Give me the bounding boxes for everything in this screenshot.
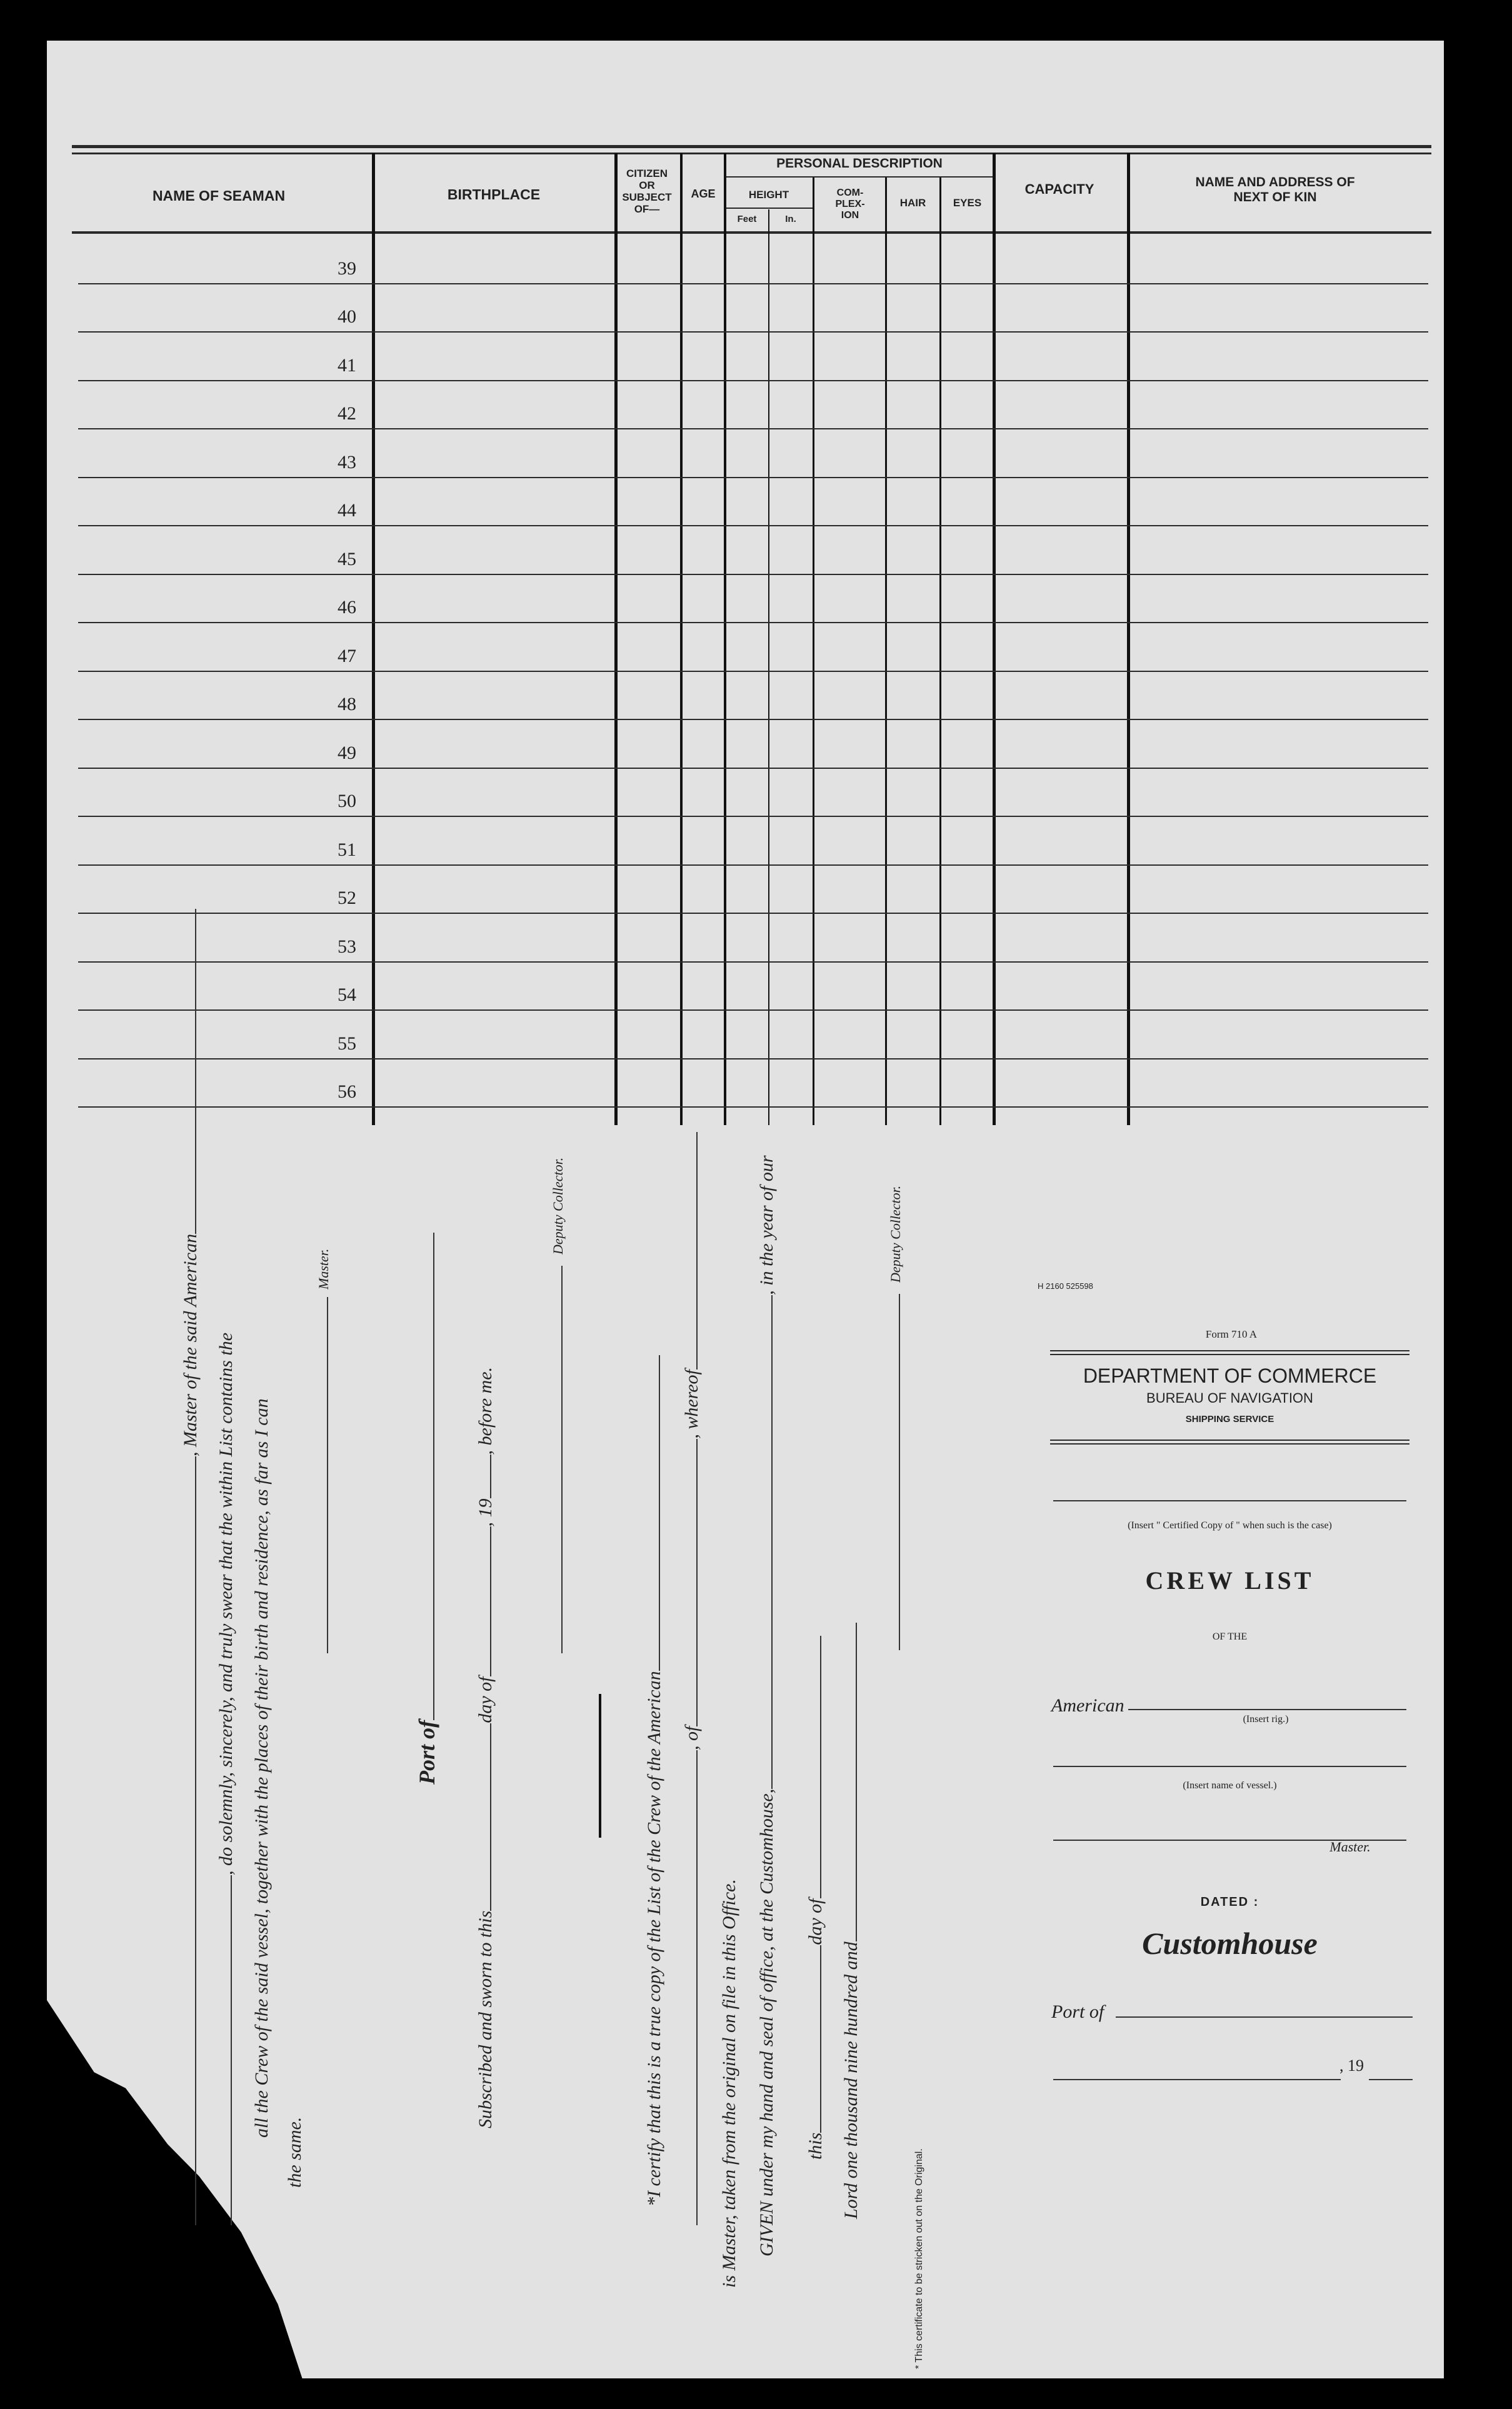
- vessel-name-field[interactable]: [1053, 1766, 1406, 1767]
- row-number: 56: [338, 1081, 356, 1102]
- row-number: 54: [338, 984, 356, 1005]
- cert-vessel-blank[interactable]: [659, 1355, 660, 1671]
- insert-vessel: (Insert name of vessel.): [1183, 1780, 1277, 1791]
- subscribed-text-c: , 19: [475, 1498, 496, 1527]
- oath-same-text: the same.: [284, 2116, 305, 2188]
- row-number: 43: [338, 451, 356, 473]
- cover-rule-2: [1050, 1354, 1409, 1355]
- cert-line-2: [681, 1132, 703, 2225]
- oath-deputy: [550, 1158, 566, 1653]
- cert-this-text: this: [805, 2132, 826, 2160]
- subscribed-text-a: Subscribed and sworn to this: [475, 1910, 496, 2128]
- cover-port-blank[interactable]: [1116, 2000, 1413, 2018]
- cert-port-blank[interactable]: [696, 1439, 698, 1726]
- oath-swear-text: , do solemnly, sincerely, and truly swear that the within List contains the: [216, 1332, 236, 1875]
- cert-line-3: [719, 1879, 740, 2288]
- table-row: [78, 574, 1428, 575]
- department: DEPARTMENT OF COMMERCE: [1083, 1365, 1377, 1387]
- subscribed-month-blank[interactable]: [490, 1526, 491, 1676]
- header-hair: HAIR: [899, 197, 926, 209]
- deputy-2-text: Deputy Collector.: [888, 1185, 903, 1283]
- header-feet: Feet: [737, 214, 757, 224]
- master-name-blank[interactable]: [195, 1456, 196, 2225]
- header-next-of-kin: [1131, 175, 1419, 205]
- service: SHIPPING SERVICE: [1185, 1414, 1274, 1425]
- subscribed-year-blank[interactable]: [490, 1455, 491, 1498]
- header-name-of-seaman: NAME OF SEAMAN: [152, 188, 286, 204]
- american-label: American: [1051, 1695, 1124, 1716]
- oath-line-1: [180, 909, 201, 2225]
- table-row: [78, 380, 1428, 381]
- cert-of-text: , of: [681, 1726, 702, 1750]
- row-number: 46: [338, 597, 356, 618]
- crew-list-title: CREW LIST: [1145, 1566, 1314, 1595]
- oath-port-of: [414, 1233, 440, 1785]
- table-row: [78, 1058, 1428, 1059]
- header-citizen-3: SUBJECT: [622, 191, 672, 203]
- table-row: [78, 1106, 1428, 1108]
- cover-year-blank[interactable]: [1369, 2063, 1413, 2080]
- table-row: [78, 622, 1428, 623]
- cover-rule-1: [1050, 1350, 1409, 1351]
- row-number: 41: [338, 354, 356, 376]
- header-citizen: [616, 168, 678, 215]
- header-citizen-2: OR: [639, 179, 655, 191]
- table-top-rule-2: [72, 153, 1431, 154]
- row-number: 48: [338, 694, 356, 714]
- cert-line-4: [756, 1155, 778, 2256]
- cert-year-blank[interactable]: [856, 1623, 857, 1941]
- rig-blank[interactable]: [1128, 1694, 1406, 1710]
- print-code: H 2160 525598: [1038, 1281, 1093, 1291]
- oath-master-sig: [316, 1249, 332, 1653]
- header-personal-description: PERSONAL DESCRIPTION: [776, 156, 943, 171]
- oath-crew-text: all the Crew of the said vessel, together with the places of their birth and residence, as far as I can: [251, 1398, 272, 2138]
- subscribed-text-b: day of: [475, 1676, 496, 1723]
- header-kin-1: NAME AND ADDRESS OF: [1195, 175, 1355, 189]
- row-number: 39: [338, 258, 356, 279]
- col-line-age: [680, 153, 683, 1125]
- row-number: 42: [338, 403, 356, 424]
- cert-month-blank[interactable]: [820, 1636, 821, 1898]
- cert-footnote: [914, 2148, 925, 2369]
- cover-rule-3: [1050, 1440, 1409, 1441]
- header-complexion-2: PLEX-: [835, 199, 865, 209]
- deputy-2-signature-blank[interactable]: [899, 1294, 900, 1650]
- row-number: 51: [338, 839, 356, 860]
- col-line-feet: [724, 153, 726, 1125]
- master-signature-blank[interactable]: [327, 1297, 328, 1653]
- header-kin-2: NEXT OF KIN: [1233, 190, 1317, 204]
- subscribed-day-blank[interactable]: [490, 1723, 491, 1911]
- col-line-inches: [768, 209, 769, 1125]
- cert-line-4b-text: , in the year of our: [756, 1155, 777, 1295]
- table-row: [78, 671, 1428, 672]
- header-complexion-1: COM-: [836, 188, 864, 198]
- height-rule: [725, 208, 813, 209]
- vessel-name-blank[interactable]: [195, 909, 196, 1234]
- cover-rule-4: [1050, 1443, 1409, 1445]
- row-number: 53: [338, 936, 356, 957]
- row-number: 49: [338, 742, 356, 763]
- header-birthplace: BIRTHPLACE: [447, 186, 541, 203]
- cert-deputy: [888, 1186, 904, 1650]
- cert-vessel-name-blank[interactable]: [696, 1750, 698, 2225]
- oath-port-blank[interactable]: [433, 1233, 434, 1720]
- cert-master-blank[interactable]: [696, 1132, 698, 1370]
- col-line-kin: [1127, 153, 1130, 1125]
- header-inches: In.: [785, 214, 796, 224]
- table-row: [78, 864, 1428, 866]
- deputy-1-signature-blank[interactable]: [561, 1266, 563, 1653]
- cert-day-blank[interactable]: [820, 1945, 821, 2133]
- deputy-1-text: Deputy Collector.: [550, 1157, 566, 1255]
- cert-footnote-text: * This certificate to be stricken out on the Original.: [914, 2148, 924, 2369]
- cert-whereof-text: , whereof: [681, 1370, 702, 1439]
- col-line-complexion: [813, 178, 814, 1125]
- cert-line-1: [644, 1355, 665, 2206]
- divider-bar: [599, 1694, 601, 1838]
- header-age: AGE: [691, 188, 716, 200]
- header-capacity: CAPACITY: [1024, 181, 1094, 197]
- oath-line-4: [284, 2117, 306, 2188]
- table-row: [78, 913, 1428, 914]
- row-number: 55: [338, 1033, 356, 1054]
- table-row: [78, 816, 1428, 817]
- row-number: 50: [338, 791, 356, 811]
- header-bottom-rule: [72, 231, 1431, 234]
- oath-subscribed: [475, 1367, 496, 2128]
- pd-rule: [725, 176, 994, 178]
- header-eyes: EYES: [953, 197, 982, 209]
- cert-line-3-text: is Master, taken from the original on file in this Office.: [719, 1879, 739, 2288]
- cert-dayof-text: day of: [805, 1898, 826, 1945]
- table-row: [78, 1009, 1428, 1011]
- header-height: HEIGHT: [748, 189, 789, 201]
- table-row: [78, 428, 1428, 429]
- table-top-rule: [72, 145, 1431, 148]
- table-row: [78, 477, 1428, 478]
- cert-customhouse-blank[interactable]: [771, 1295, 773, 1789]
- header-citizen-1: CITIZEN: [626, 168, 668, 179]
- col-line-citizen: [614, 153, 618, 1125]
- row-number: 52: [338, 888, 356, 908]
- cover-port-of: Port of: [1051, 2001, 1104, 2022]
- oath-master-text: , Master of the said American: [180, 1233, 201, 1456]
- cert-line-4-text: GIVEN under my hand and seal of office, at the Customhouse,: [756, 1788, 777, 2256]
- cert-line-5: [805, 1636, 826, 2160]
- table-row: [78, 719, 1428, 720]
- cert-line-1-text: *I certify that this is a true copy of the List of the Crew of the American: [644, 1671, 664, 2206]
- oath-line-3: [251, 1398, 273, 2138]
- header-complexion-3: ION: [841, 210, 859, 221]
- col-line-capacity: [993, 153, 996, 1125]
- row-number: 45: [338, 548, 356, 569]
- row-number: 47: [338, 645, 356, 666]
- bureau: BUREAU OF NAVIGATION: [1146, 1390, 1313, 1406]
- cert-line-6: [841, 1623, 862, 2219]
- row-number: 44: [338, 500, 356, 521]
- table-row: [78, 961, 1428, 963]
- dated: DATED :: [1200, 1895, 1259, 1909]
- table-row: [78, 331, 1428, 333]
- certified-copy-blank[interactable]: [1053, 1500, 1406, 1501]
- cover-year: , 19: [1339, 2056, 1364, 2075]
- oath-master-sig-text: Master.: [316, 1248, 331, 1290]
- header-complexion: [816, 188, 884, 221]
- col-line-hair: [885, 178, 887, 1125]
- customhouse: Customhouse: [1142, 1926, 1318, 1961]
- col-line-birthplace: [372, 153, 375, 1125]
- insert-certified: (Insert " Certified Copy of " when such is the case): [1128, 1520, 1332, 1531]
- table-row: [78, 768, 1428, 769]
- header-citizen-4: OF—: [634, 203, 660, 215]
- cover-date-blank[interactable]: [1053, 2063, 1341, 2080]
- oath-line-2: [216, 1333, 237, 2225]
- cover-master: Master.: [1329, 1839, 1371, 1855]
- row-number: 40: [338, 306, 356, 327]
- table-row: [78, 283, 1428, 284]
- table-row: [78, 525, 1428, 526]
- subscribed-text-d: , before me.: [475, 1366, 496, 1455]
- form-number: Form 710 A: [1205, 1328, 1258, 1340]
- col-line-eyes: [939, 178, 941, 1125]
- insert-rig: (Insert rig.): [1243, 1714, 1289, 1725]
- cert-line-6-text: Lord one thousand nine hundred and: [841, 1941, 861, 2219]
- oath-blank-2[interactable]: [231, 1875, 232, 2225]
- of-the: OF THE: [1212, 1631, 1248, 1642]
- oath-port-of-text: Port of: [414, 1720, 439, 1785]
